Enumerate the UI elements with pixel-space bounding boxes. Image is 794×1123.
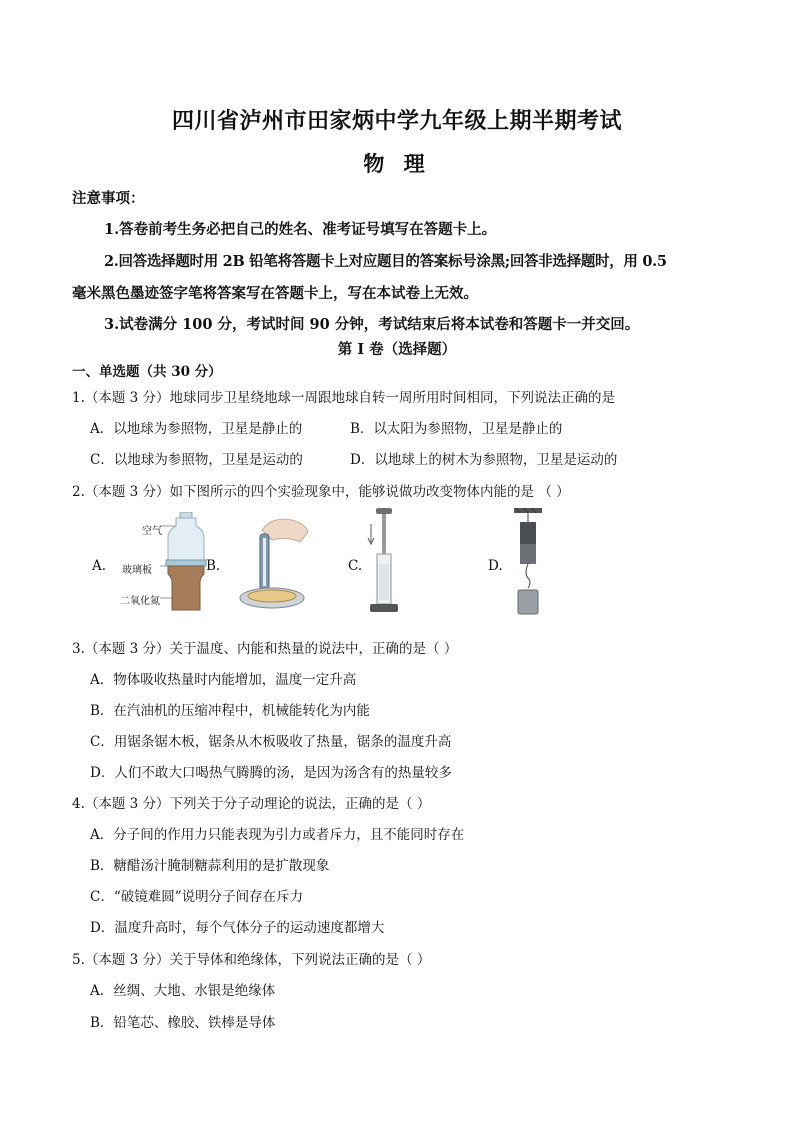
q2-option-a: A. [92,558,107,574]
q3-option-d: D．人们不敢大口喝热气腾腾的汤，是因为汤含有的热量较多 [90,765,452,781]
q2-option-c: C. [348,558,363,574]
notice-heading: 注意事项： [72,190,145,207]
notice-item-2-line1: 2.回答选择题时用 2B 铅笔将答题卡上对应题目的答案标号涂黑;回答非选择题时，用 0.5 [104,253,667,270]
fire-piston-figure [366,508,402,618]
q4-option-a: A．分子间的作用力只能表现为引力或者斥力，且不能同时存在 [90,827,465,843]
section-heading: 一、单选题（共 30 分） [72,364,222,380]
q1-option-d: D．以地球上的树木为参照物，卫星是运动的 [350,452,618,468]
q3-option-a: A．物体吸收热量时内能增加，温度一定升高 [90,672,357,688]
q1-option-a: A．以地球为参照物，卫星是静止的 [90,421,303,437]
q3-option-c: C．用锯条锯木板，锯条从木板吸收了热量，锯条的温度升高 [90,734,452,750]
q4-option-b: B．糖醋汤汁腌制糖蒜利用的是扩散现象 [90,858,330,874]
q3-stem: 3.（本题 3 分）关于温度、内能和热量的说法中，正确的是（ ） [72,641,458,657]
label-nitrogen-dioxide: 二氧化氮 [120,596,160,607]
gas-diffusion-jars-figure [160,512,212,614]
q2-option-b: B. [206,558,221,574]
label-glass-plate: 玻璃板 [122,565,152,576]
q1-stem: 1.（本题 3 分）地球同步卫星绕地球一周跟地球自转一周所用时间相同，下列说法正确的是 [72,390,616,406]
q1-option-b: B．以太阳为参照物，卫星是静止的 [350,421,563,437]
q5-option-a: A．丝绸、大地、水银是绝缘体 [90,983,276,999]
subject-title: 物 理 [363,151,431,176]
label-air: 空气 [142,526,162,537]
q3-option-b: B．在汽油机的压缩冲程中，机械能转化为内能 [90,703,370,719]
notice-item-1: 1.答卷前考生务必把自己的姓名、准考证号填写在答题卡上。 [104,221,497,238]
notice-item-2-line2: 毫米黑色墨迹签字笔将答案写在答题卡上，写在本试卷上无效。 [72,285,478,302]
q4-option-c: C．“破镜难圆”说明分子间存在斥力 [90,889,304,905]
q1-option-c: C．以地球为参照物，卫星是运动的 [90,452,303,468]
page-title: 四川省泸州市田家炳中学九年级上期半期考试 [171,108,622,134]
q5-stem: 5.（本题 3 分）关于导体和绝缘体，下列说法正确的是（ ） [72,952,431,968]
q4-stem: 4.（本题 3 分）下列关于分子动理论的说法，正确的是（ ） [72,796,431,812]
hand-thermometer-dish-figure [234,512,310,612]
q2-stem: 2.（本题 3 分）如下图所示的四个实验现象中，能够说做功改变物体内能的是 （ ） [72,484,570,500]
lead-blocks-figure [510,506,546,620]
q5-option-b: B．铅笔芯、橡胶、铁棒是导体 [90,1015,276,1031]
q4-option-d: D．温度升高时，每个气体分子的运动速度都增大 [90,920,385,936]
notice-item-3: 3.试卷满分 100 分，考试时间 90 分钟，考试结束后将本试卷和答题卡一并交回。 [104,316,640,333]
volume-heading: 第 I 卷（选择题） [337,341,457,358]
q2-option-d: D. [488,558,503,574]
